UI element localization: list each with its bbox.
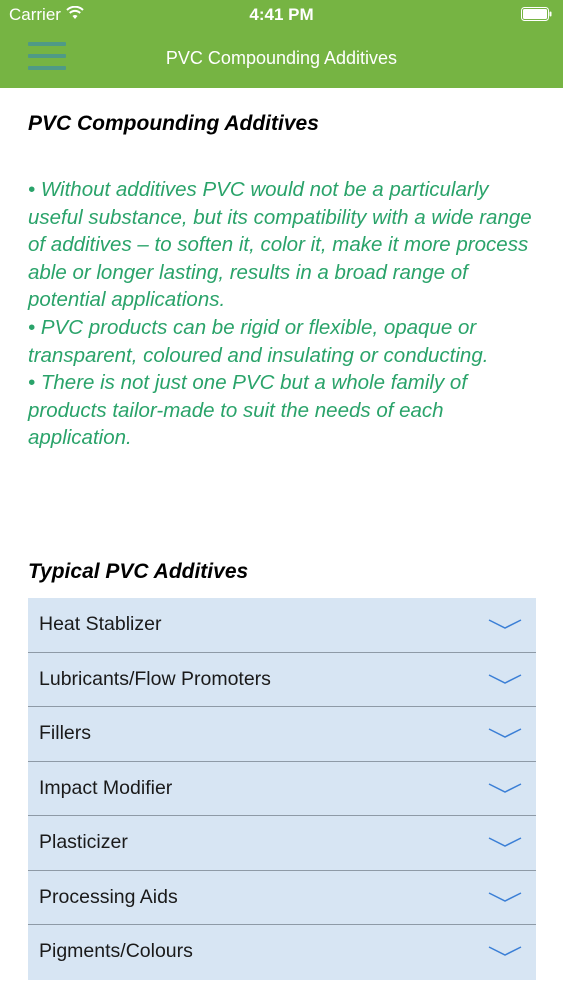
intro-text xyxy=(28,176,548,452)
accordion-item-heat-stabilizer[interactable] xyxy=(28,598,536,653)
status-bar xyxy=(0,0,563,30)
accordion-item-label: Processing Aids xyxy=(39,885,178,908)
accordion-item-processing-aids[interactable] xyxy=(28,871,536,926)
accordion-item-plasticizer[interactable] xyxy=(28,816,536,871)
chevron-down-icon xyxy=(488,836,522,848)
accordion-item-label: Fillers xyxy=(39,722,91,744)
accordion-item-label: Impact Modifier xyxy=(39,776,173,799)
chevron-down-icon xyxy=(488,891,522,903)
navigation-header xyxy=(0,0,563,88)
menu-bar xyxy=(28,42,66,46)
battery-icon xyxy=(521,7,553,21)
chevron-down-icon xyxy=(488,945,522,957)
chevron-down-icon xyxy=(488,782,522,794)
accordion-item-impact-modifier[interactable] xyxy=(28,762,536,817)
intro-paragraph: • PVC products can be rigid or flexible, opaque or transparent, coloured and insulating or conducting. xyxy=(28,315,489,367)
status-time: 4:41 PM xyxy=(249,5,314,24)
accordion-item-lubricants[interactable] xyxy=(28,653,536,708)
accordion-item-fillers[interactable] xyxy=(28,707,536,762)
accordion-item-label: Pigments/Colours xyxy=(39,940,193,962)
intro-paragraph: • There is not just one PVC but a whole family of products tailor-made to suit the needs of each application. xyxy=(28,371,468,450)
accordion-item-label: Lubricants/Flow Promoters xyxy=(39,667,271,690)
chevron-down-icon xyxy=(488,673,522,685)
intro-paragraph: • Without additives PVC would not be a particularly useful substance, but its compatibility with a wide range of additives – to soften it, color it, make it more process able or longer lasting, results in a broad range of potential applications. xyxy=(28,178,532,312)
chevron-down-icon xyxy=(488,618,522,630)
page-title: PVC Compounding Additives xyxy=(28,112,319,135)
nav-title: PVC Compounding Additives xyxy=(165,48,398,68)
additives-section-title: Typical PVC Additives xyxy=(28,560,249,583)
accordion-item-label: Plasticizer xyxy=(39,831,128,853)
carrier-label: Carrier xyxy=(9,5,61,24)
chevron-down-icon xyxy=(488,727,522,739)
additives-accordion xyxy=(28,598,536,980)
accordion-item-pigments[interactable] xyxy=(28,925,536,980)
accordion-item-label: Heat Stablizer xyxy=(39,613,162,635)
